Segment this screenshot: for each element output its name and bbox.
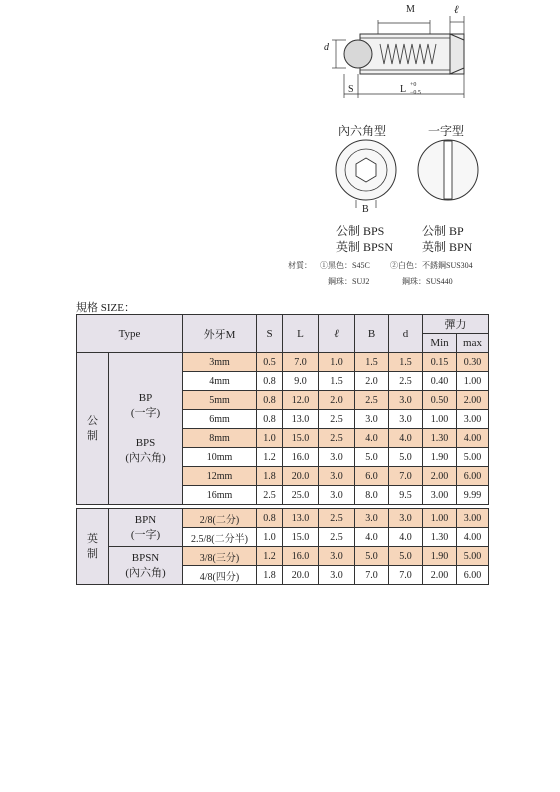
material-black: ①黑色：S45C xyxy=(320,261,370,270)
material-white: ②白色：不銹鋼SUS304 xyxy=(390,261,473,270)
table-cell: 15.0 xyxy=(283,528,319,547)
table-cell: 6.0 xyxy=(355,467,389,486)
table-cell: 0.50 xyxy=(423,391,457,410)
table-row xyxy=(77,547,489,566)
table-cell: 1.5 xyxy=(389,353,423,372)
table-cell: 5.00 xyxy=(457,448,489,467)
table-cell: 2.5 xyxy=(319,528,355,547)
table-cell: 13.0 xyxy=(283,509,319,528)
table-cell: 3.0 xyxy=(319,547,355,566)
table-cell: 2.0 xyxy=(319,391,355,410)
table-cell: 0.15 xyxy=(423,353,457,372)
metric-type-label: BP (一字) BPS (內六角) xyxy=(109,353,183,505)
table-cell: 2.0 xyxy=(355,372,389,391)
table-cell: 13.0 xyxy=(283,410,319,429)
material-label: 材質： xyxy=(288,261,312,270)
table-cell: 8mm xyxy=(183,429,257,448)
table-cell: 5.00 xyxy=(457,547,489,566)
table-cell: 3mm xyxy=(183,353,257,372)
table-cell: 1.5 xyxy=(355,353,389,372)
table-cell: 7.0 xyxy=(389,467,423,486)
table-cell: 0.30 xyxy=(457,353,489,372)
metric-group-label: 公 制 xyxy=(77,353,109,505)
table-cell: 2.5 xyxy=(319,429,355,448)
inch-table-body xyxy=(77,509,489,585)
table-cell: 0.8 xyxy=(257,410,283,429)
header-l: L xyxy=(283,315,319,353)
material-ball-2: 鋼珠：SUS440 xyxy=(402,277,453,286)
table-cell: 1.2 xyxy=(257,448,283,467)
slot-inch-label: 英制 BPN xyxy=(422,240,473,254)
inch-group-label: 英 制 xyxy=(77,509,109,585)
table-cell: 2/8(二分) xyxy=(183,509,257,528)
dim-l-label: L xyxy=(400,84,407,95)
table-cell: 1.90 xyxy=(423,547,457,566)
table-cell: 0.40 xyxy=(423,372,457,391)
header-min: Min xyxy=(423,334,457,353)
table-cell: 3.0 xyxy=(355,509,389,528)
table-cell: 1.30 xyxy=(423,528,457,547)
table-cell: 1.00 xyxy=(423,410,457,429)
table-cell: 20.0 xyxy=(283,467,319,486)
table-cell: 5.0 xyxy=(355,547,389,566)
table-cell: 9.5 xyxy=(389,486,423,505)
inch-type-label-1: BPN (一字) xyxy=(109,509,183,547)
table-cell: 9.0 xyxy=(283,372,319,391)
table-cell: 1.90 xyxy=(423,448,457,467)
table-cell: 2.00 xyxy=(423,566,457,585)
metric-table-body xyxy=(77,315,489,505)
size-title: 規格 SIZE： xyxy=(76,302,135,314)
slot-type-label: 一字型 xyxy=(428,124,465,138)
table-cell: 1.8 xyxy=(257,566,283,585)
table-cell: 2.00 xyxy=(423,467,457,486)
table-cell: 15.0 xyxy=(283,429,319,448)
table-cell: 16mm xyxy=(183,486,257,505)
dim-b-label: B xyxy=(362,204,369,215)
table-cell: 3.00 xyxy=(423,486,457,505)
table-cell: 3.0 xyxy=(319,566,355,585)
table-cell: 3.0 xyxy=(389,509,423,528)
table-cell: 9.99 xyxy=(457,486,489,505)
table-cell: 4.0 xyxy=(355,429,389,448)
table-cell: 1.00 xyxy=(423,509,457,528)
table-cell: 3.0 xyxy=(319,486,355,505)
table-cell: 16.0 xyxy=(283,448,319,467)
table-cell: 2.5 xyxy=(389,372,423,391)
slot-metric-label: 公制 BP xyxy=(422,224,464,238)
table-cell: 6.00 xyxy=(457,566,489,585)
table-cell: 3.0 xyxy=(389,410,423,429)
header-type: Type xyxy=(77,315,183,353)
dim-m-label: M xyxy=(406,4,415,15)
table-cell: 2.00 xyxy=(457,391,489,410)
table-cell: 3.0 xyxy=(319,467,355,486)
table-cell: 5mm xyxy=(183,391,257,410)
table-cell: 3.0 xyxy=(389,391,423,410)
dim-s-label: S xyxy=(348,84,354,95)
table-cell: 3.0 xyxy=(319,448,355,467)
table-cell: 12.0 xyxy=(283,391,319,410)
header-b: B xyxy=(355,315,389,353)
table-cell: 12mm xyxy=(183,467,257,486)
header-ell: ℓ xyxy=(319,315,355,353)
table-cell: 2.5 xyxy=(355,391,389,410)
table-cell: 4.0 xyxy=(389,429,423,448)
table-cell: 16.0 xyxy=(283,547,319,566)
table-cell: 0.8 xyxy=(257,372,283,391)
table-cell: 2.5 xyxy=(319,410,355,429)
hex-metric-label: 公制 BPS xyxy=(336,224,385,238)
table-cell: 4.00 xyxy=(457,528,489,547)
table-cell: 3/8(三分) xyxy=(183,547,257,566)
table-cell: 8.0 xyxy=(355,486,389,505)
table-cell: 4mm xyxy=(183,372,257,391)
table-row xyxy=(77,353,489,372)
inch-type-label-2: BPSN (內六角) xyxy=(109,547,183,585)
table-cell: 6.00 xyxy=(457,467,489,486)
dim-d-label: d xyxy=(324,42,329,53)
end-view-drawing xyxy=(320,138,480,208)
table-cell: 7.0 xyxy=(355,566,389,585)
table-cell: 1.2 xyxy=(257,547,283,566)
table-cell: 0.5 xyxy=(257,353,283,372)
table-cell: 3.0 xyxy=(355,410,389,429)
material-ball-1: 鋼珠：SUJ2 xyxy=(328,277,370,286)
table-cell: 1.0 xyxy=(257,429,283,448)
header-spring: 彈力 xyxy=(423,315,489,334)
table-cell: 1.30 xyxy=(423,429,457,448)
table-cell: 2.5/8(二分半) xyxy=(183,528,257,547)
header-max: max xyxy=(457,334,489,353)
dim-ell-label: ℓ xyxy=(454,4,459,16)
table-cell: 0.8 xyxy=(257,509,283,528)
table-cell: 4.0 xyxy=(355,528,389,547)
ball-plunger-drawing xyxy=(320,4,480,254)
table-cell: 3.00 xyxy=(457,509,489,528)
header-thread: 外牙M xyxy=(183,315,257,353)
table-cell: 1.0 xyxy=(319,353,355,372)
table-cell: 4.0 xyxy=(389,528,423,547)
table-cell: 5.0 xyxy=(355,448,389,467)
header-d: d xyxy=(389,315,423,353)
table-cell: 2.5 xyxy=(319,509,355,528)
table-cell: 7.0 xyxy=(389,566,423,585)
table-cell: 5.0 xyxy=(389,448,423,467)
table-cell: 10mm xyxy=(183,448,257,467)
header-s: S xyxy=(257,315,283,353)
table-cell: 3.00 xyxy=(457,410,489,429)
inch-table xyxy=(76,508,489,585)
hex-inch-label: 英制 BPSN xyxy=(336,240,394,254)
dim-l-tol-lower: −0.5 xyxy=(410,90,421,96)
table-cell: 1.8 xyxy=(257,467,283,486)
table-cell: 1.5 xyxy=(319,372,355,391)
dim-l-tol-upper: +0 xyxy=(410,82,417,88)
table-cell: 0.8 xyxy=(257,391,283,410)
table-cell: 6mm xyxy=(183,410,257,429)
table-cell: 2.5 xyxy=(257,486,283,505)
hex-type-label: 內六角型 xyxy=(338,124,387,138)
table-cell: 1.00 xyxy=(457,372,489,391)
table-cell: 1.0 xyxy=(257,528,283,547)
table-cell: 4/8(四分) xyxy=(183,566,257,585)
table-cell: 5.0 xyxy=(389,547,423,566)
table-row xyxy=(77,509,489,528)
table-cell: 20.0 xyxy=(283,566,319,585)
spec-table xyxy=(76,314,489,505)
table-cell: 25.0 xyxy=(283,486,319,505)
table-cell: 4.00 xyxy=(457,429,489,448)
table-cell: 7.0 xyxy=(283,353,319,372)
